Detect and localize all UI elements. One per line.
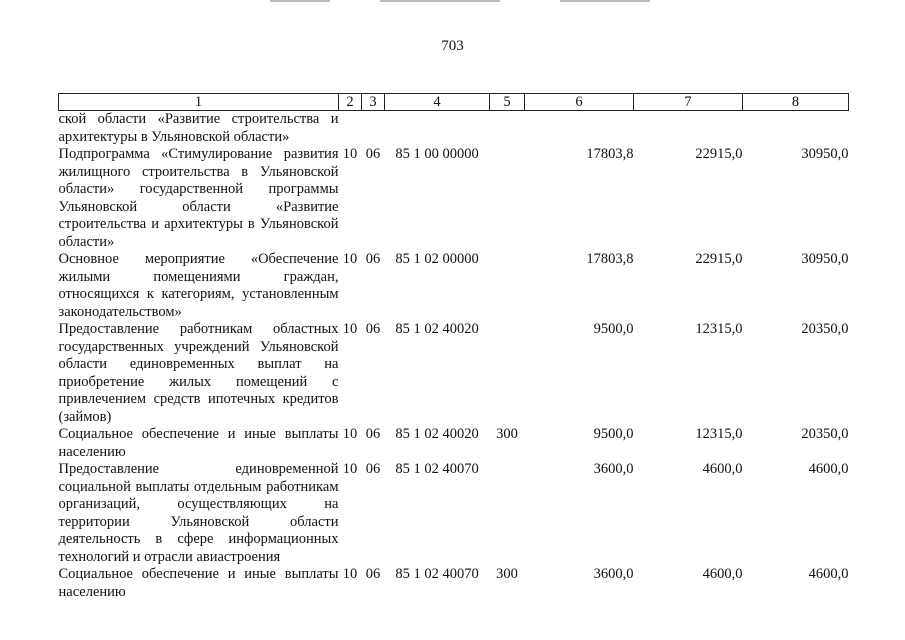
table-row (59, 111, 849, 147)
row-name: Подпрограмма «Стимулирование развития жилищного строительства в Ульяновской области» государственной программы Ульяновской области «Развитие строительства и архитектуры в Ульяновской области» (58, 146, 339, 250)
row-target-article: 85 1 02 00000 (395, 251, 479, 267)
table-row (59, 321, 849, 426)
row-amount-col6: 9500,0 (593, 426, 634, 442)
row-name: Социальное обеспечение и иные выплаты населению (58, 566, 339, 600)
row-amount-col8: 30950,0 (801, 146, 849, 162)
row-amount-col7 (634, 111, 743, 147)
row-subsection (362, 111, 385, 147)
row-target-article: 85 1 02 40020 (395, 426, 479, 442)
page-number: 703 (441, 38, 464, 54)
row-amount-col6: 17803,8 (586, 251, 634, 267)
row-name: Социальное обеспечение и иные выплаты населению (58, 426, 339, 460)
row-section (339, 111, 362, 147)
row-name: Предоставление работникам областных государственных учреждений Ульяновской области единовременных выплат на приобретение жилых помещений с привлечением средств ипотечных кредитов (займов) (58, 321, 339, 425)
column-header: 4 (385, 94, 490, 111)
row-amount-col6: 17803,8 (586, 146, 634, 162)
row-target-article: 85 1 02 40070 (395, 461, 479, 477)
row-expense-type (490, 461, 525, 566)
row-subsection: 06 (365, 426, 381, 442)
row-section: 10 (342, 251, 358, 267)
row-expense-type (490, 146, 525, 251)
column-header: 7 (634, 94, 743, 111)
row-section: 10 (342, 146, 358, 162)
row-amount-col7: 12315,0 (695, 321, 743, 337)
row-amount-col8: 4600,0 (808, 566, 849, 582)
row-amount-col6 (525, 111, 634, 147)
table-row (59, 461, 849, 566)
row-amount-col6: 9500,0 (593, 321, 634, 337)
row-amount-col6: 3600,0 (593, 566, 634, 582)
row-target-article: 85 1 02 40070 (395, 566, 479, 582)
column-header: 2 (339, 94, 362, 111)
row-amount-col8: 30950,0 (801, 251, 849, 267)
row-subsection: 06 (365, 321, 381, 337)
scan-artifact (560, 0, 650, 2)
row-amount-col8 (743, 111, 849, 147)
budget-table (58, 93, 849, 601)
row-subsection: 06 (365, 146, 381, 162)
row-amount-col7: 4600,0 (702, 566, 743, 582)
row-amount-col8: 4600,0 (808, 461, 849, 477)
table-row (59, 426, 849, 461)
row-subsection: 06 (365, 566, 381, 582)
row-name: Основное мероприятие «Обеспечение жилыми помещениями граждан, относящихся к категориям, установленным законодательством» (58, 251, 339, 320)
column-header: 5 (490, 94, 525, 111)
row-expense-type (490, 111, 525, 147)
row-expense-type: 300 (496, 566, 518, 582)
column-header: 8 (743, 94, 849, 111)
row-amount-col7: 12315,0 (695, 426, 743, 442)
row-amount-col7: 22915,0 (695, 146, 743, 162)
row-name: Предоставление единовременной социальной выплаты отдельным работникам организаций, осуществляющих на территории Ульяновской области деятельность в сфере информационных технологий и отрасли авиастроения (58, 461, 339, 565)
column-header: 3 (362, 94, 385, 111)
table-row (59, 146, 849, 251)
row-section: 10 (342, 426, 358, 442)
row-expense-type (490, 251, 525, 321)
row-amount-col7: 4600,0 (702, 461, 743, 477)
column-header: 6 (525, 94, 634, 111)
row-amount-col6: 3600,0 (593, 461, 634, 477)
row-target-article: 85 1 00 00000 (395, 146, 479, 162)
row-name: ской области «Развитие строительства и архитектуры в Ульяновской области» (58, 111, 339, 145)
column-header: 1 (59, 94, 339, 111)
scan-artifact (380, 0, 500, 2)
row-amount-col8: 20350,0 (801, 426, 849, 442)
row-amount-col8: 20350,0 (801, 321, 849, 337)
header-row (59, 94, 849, 111)
table-row (59, 566, 849, 601)
row-target-article: 85 1 02 40020 (395, 321, 479, 337)
row-expense-type: 300 (496, 426, 518, 442)
row-target-article (385, 111, 490, 147)
scan-artifact (270, 0, 330, 2)
row-expense-type (490, 321, 525, 426)
row-amount-col7: 22915,0 (695, 251, 743, 267)
row-section: 10 (342, 566, 358, 582)
row-subsection: 06 (365, 461, 381, 477)
row-section: 10 (342, 461, 358, 477)
row-section: 10 (342, 321, 358, 337)
row-subsection: 06 (365, 251, 381, 267)
table-row (59, 251, 849, 321)
